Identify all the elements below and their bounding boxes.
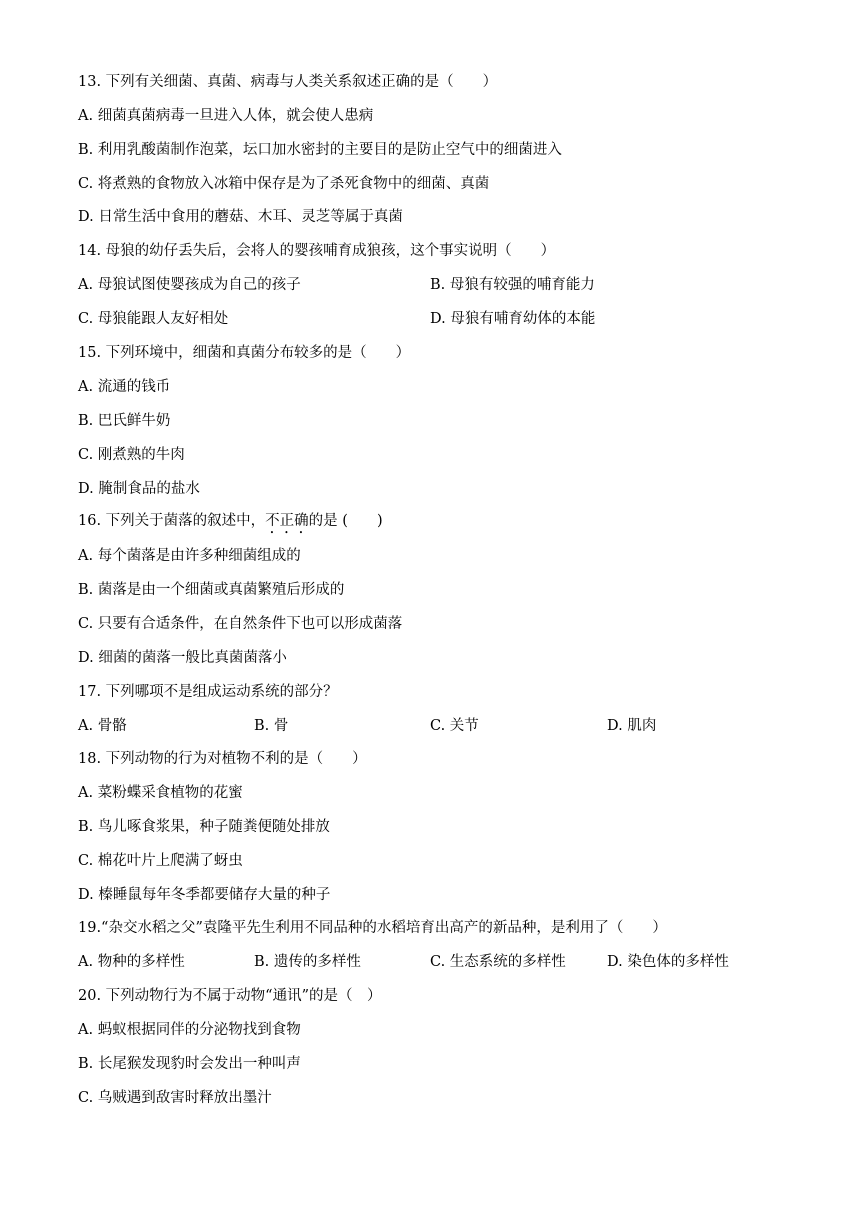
question-17-options-row <box>0 716 860 736</box>
question-19-options-row <box>0 952 860 972</box>
question-14-option-b: B. 母狼有较强的哺育能力 <box>430 277 595 293</box>
question-20-option-b: B. 长尾猴发现豹时会发出一种叫声 <box>78 1056 301 1072</box>
question-14-options-row-1 <box>0 275 860 295</box>
question-13-option-c: C. 将煮熟的食物放入冰箱中保存是为了杀死食物中的细菌、真菌 <box>78 176 490 192</box>
question-15-option-b: B. 巴氏鲜牛奶 <box>78 413 171 429</box>
question-15-option-d: D. 腌制食品的盐水 <box>78 481 200 497</box>
question-18-option-c: C. 棉花叶片上爬满了蚜虫 <box>78 853 243 869</box>
question-16-option-b: B. 菌落是由一个细菌或真菌繁殖后形成的 <box>78 582 345 598</box>
question-16-option-d: D. 细菌的菌落一般比真菌菌落小 <box>78 650 287 666</box>
question-18-option-d: D. 榛睡鼠每年冬季都要储存大量的种子 <box>78 887 331 903</box>
question-20-option-a: A. 蚂蚁根据同伴的分泌物找到食物 <box>78 1022 301 1038</box>
question-16-stem-prefix: 16. 下列关于菌落的叙述中， <box>78 513 266 529</box>
question-14-options-row-2 <box>0 309 860 329</box>
question-18-stem: 18. 下列动物的行为对植物不利的是（ ） <box>78 751 367 767</box>
question-19-option-a: A. 物种的多样性 <box>78 954 185 970</box>
question-15-stem: 15. 下列环境中，细菌和真菌分布较多的是（ ） <box>78 345 411 361</box>
question-15-option-a: A. 流通的钱币 <box>78 379 171 395</box>
question-13-option-a: A. 细菌真菌病毒一旦进入人体，就会使人患病 <box>78 108 374 124</box>
question-17-stem: 17. 下列哪项不是组成运动系统的部分？ <box>78 684 338 700</box>
question-15-option-c: C. 刚煮熟的牛肉 <box>78 447 185 463</box>
question-17-option-c: C. 关节 <box>430 718 479 734</box>
question-19-option-c: C. 生态系统的多样性 <box>430 954 566 970</box>
question-13-option-b: B. 利用乳酸菌制作泡菜，坛口加水密封的主要目的是防止空气中的细菌进入 <box>78 142 562 158</box>
question-17-option-d: D. 肌肉 <box>607 718 657 734</box>
question-13-stem: 13. 下列有关细菌、真菌、病毒与人类关系叙述正确的是（ ） <box>78 74 498 90</box>
question-13-option-d: D. 日常生活中食用的蘑菇、木耳、灵芝等属于真菌 <box>78 209 403 225</box>
question-20-stem: 20. 下列动物行为不属于动物“通讯”的是（ ） <box>78 988 382 1004</box>
question-18-option-a: A. 菜粉蝶采食植物的花蜜 <box>78 785 243 801</box>
question-19-option-d: D. 染色体的多样性 <box>607 954 729 970</box>
question-17-option-b: B. 骨 <box>254 718 289 734</box>
question-14-stem: 14. 母狼的幼仔丢失后，会将人的婴孩哺育成狼孩，这个事实说明（ ） <box>78 243 556 259</box>
question-19-option-b: B. 遗传的多样性 <box>254 954 361 970</box>
question-16-stem-suffix: 的是 ( ) <box>308 513 383 529</box>
question-17-option-a: A. 骨骼 <box>78 718 127 734</box>
question-16-stem <box>78 511 383 537</box>
question-16-option-c: C. 只要有合适条件，在自然条件下也可以形成菌落 <box>78 616 403 632</box>
question-16-stem-emphasis: 不正确 <box>265 513 309 529</box>
question-18-option-b: B. 鸟儿啄食浆果，种子随粪便随处排放 <box>78 819 330 835</box>
question-19-stem: 19.“杂交水稻之父”袁隆平先生利用不同品种的水稻培育出高产的新品种，是利用了（ ） <box>78 920 667 936</box>
question-14-option-a: A. 母狼试图使婴孩成为自己的孩子 <box>78 277 301 293</box>
question-16-option-a: A. 每个菌落是由许多种细菌组成的 <box>78 548 301 564</box>
question-14-option-c: C. 母狼能跟人友好相处 <box>78 311 229 327</box>
question-14-option-d: D. 母狼有哺育幼体的本能 <box>430 311 596 327</box>
question-20-option-c: C. 乌贼遇到敌害时释放出墨汁 <box>78 1090 272 1106</box>
